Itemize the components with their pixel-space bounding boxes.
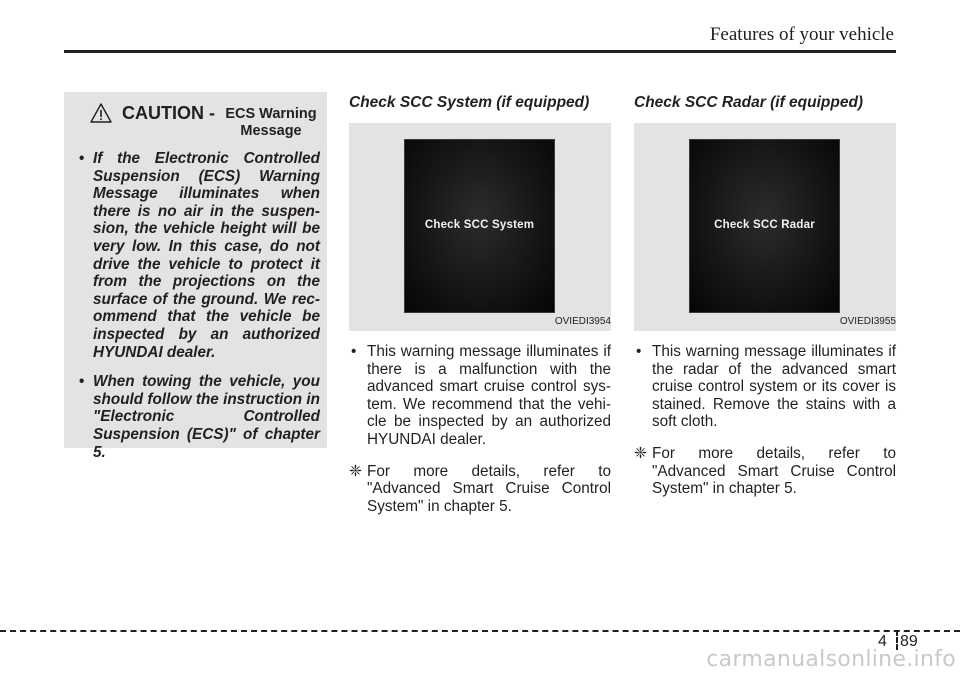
caution-item (78, 150, 320, 361)
note-mark: ❈ (634, 444, 647, 462)
figure-code: OVIEDI3954 (554, 316, 611, 327)
section-check-scc-system (349, 92, 611, 515)
page-number: 89 (900, 633, 918, 650)
section-check-scc-radar (634, 92, 896, 498)
section-title: Check SCC Radar (if equipped) (634, 94, 864, 111)
figure-code: OVIEDI3955 (839, 316, 896, 327)
caution-list (78, 150, 320, 461)
caution-item (78, 373, 320, 461)
chapter-number: 4 (878, 633, 887, 650)
cluster-display (404, 139, 555, 313)
caution-item-text: When towing the vehicle, you should follow the instruction in "Electronic Controlled Suspension (ECS)" of chapter 5. (93, 373, 320, 461)
description-text: This warning message illuminates if there is a malfunction with the advanced smart cruise control sys-tem. We recommend that the vehi-cle be inspected by an authorized HYUNDAI dealer. (367, 343, 611, 448)
note-text: For more details, refer to "Advanced Smart Cruise Control System" in chapter 5. (652, 444, 896, 498)
cluster-display (689, 139, 840, 313)
note-text: For more details, refer to "Advanced Smart Cruise Control System" in chapter 5. (367, 462, 611, 515)
bullet: • (79, 150, 85, 167)
caution-item-text: If the Electronic Controlled Suspension (ECS) Warning Message illuminates when there is no air in the suspen-sion, the vehicle height will be very low. In this case, do not drive the vehicle to protect it from the projections on the surface of the ground. We rec-ommend that the vehicle be inspected by an authorized HYUNDAI dealer. (93, 150, 320, 361)
cluster-figure (634, 123, 896, 331)
footer-rule (0, 630, 960, 632)
watermark: carmanualsonline.info (706, 647, 956, 672)
running-header: Features of your vehicle (709, 24, 894, 45)
description-paragraph (634, 343, 896, 431)
header-rule (64, 50, 896, 53)
section-title: Check SCC System (if equipped) (349, 94, 590, 111)
reference-note (634, 445, 896, 498)
note-mark: ❈ (349, 462, 362, 480)
caution-box (64, 92, 327, 461)
reference-note (349, 463, 611, 516)
bullet: • (636, 343, 642, 360)
display-message: Check SCC System (424, 219, 535, 231)
cluster-figure (349, 123, 611, 331)
display-message: Check SCC Radar (714, 219, 815, 231)
caution-heading (78, 100, 320, 140)
caution-label: CAUTION - (122, 103, 215, 123)
bullet: • (351, 343, 357, 360)
warning-triangle-icon (90, 103, 112, 123)
bullet: • (79, 373, 85, 391)
description-text: This warning message illuminates if the radar of the advanced smart cruise control system or its cover is stained. Remove the stains with a soft cloth. (652, 343, 896, 431)
description-paragraph (349, 343, 611, 449)
caution-subtitle: ECS Warning Message (225, 106, 317, 139)
